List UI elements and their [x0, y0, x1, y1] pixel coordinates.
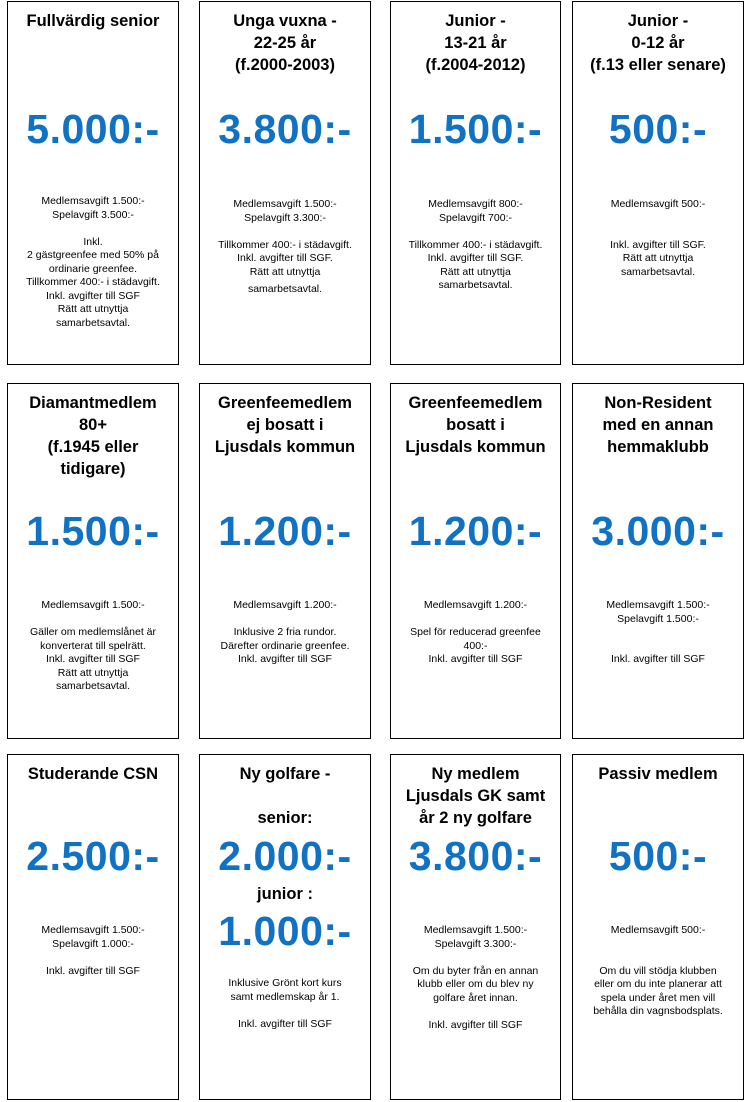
card-title: Diamantmedlem 80+ (f.1945 eller tidigare) — [29, 394, 157, 478]
fee-line: Spelavgift 3.500:- — [52, 208, 134, 221]
note-line: Inklusive 2 fria rundor. — [233, 626, 337, 638]
card-price: 1.500:- — [26, 508, 160, 554]
card-price: 5.000:- — [26, 106, 160, 152]
note-line: Inkl. avgifter till SGF — [428, 1018, 523, 1031]
note-line: Tillkommer 400:- i städavgift. — [26, 276, 160, 288]
membership-card-non-resident — [572, 383, 744, 739]
card-title: Greenfeemedlem ej bosatt i Ljusdals kommun — [214, 394, 356, 456]
note-line: ordinarie greenfee. — [48, 262, 138, 275]
card-price: 500:- — [608, 106, 708, 152]
card-description — [16, 924, 170, 978]
card-price: 3.800:- — [218, 106, 352, 152]
note-line: Rätt att utnyttja — [440, 265, 511, 278]
card-description — [16, 599, 170, 694]
note-line: Tillkommer 400:- i städavgift. — [408, 238, 543, 251]
membership-card-junior-13-21 — [390, 1, 561, 365]
note-line: Gäller om medlemslånet är — [29, 626, 157, 638]
card-title: Ny medlem Ljusdals GK samt år 2 ny golfare — [405, 765, 546, 827]
fee-line: Medlemsavgift 1.500:- — [41, 924, 145, 936]
note-line: Inkl. avgifter till SGF — [46, 653, 140, 665]
note-line: klubb eller om du blev ny — [417, 978, 534, 990]
card-price: 2.500:- — [26, 833, 160, 879]
card-description — [399, 198, 552, 293]
note-line: Rätt att utnyttja — [622, 252, 694, 264]
fee-line: Medlemsavgift 500:- — [610, 924, 706, 936]
fee-line: Spelavgift 1.500:- — [617, 612, 699, 625]
note-line: Inkl. avgifter till SGF — [46, 964, 140, 977]
note-line: spela under året men vill — [600, 991, 716, 1004]
card-title: Ny golfare - — [239, 765, 331, 783]
membership-card-diamantmedlem — [7, 383, 179, 739]
card-description — [399, 924, 552, 1032]
note-line: Därefter ordinarie greenfee. — [220, 639, 350, 652]
fee-line: Spelavgift 1.000:- — [52, 937, 134, 950]
card-price: 1.200:- — [218, 508, 352, 554]
card-price: 1.500:- — [408, 106, 543, 152]
fee-line: Medlemsavgift 800:- — [428, 198, 523, 210]
membership-card-unga-vuxna — [199, 1, 371, 365]
membership-card-ny-medlem — [390, 754, 561, 1100]
fee-line: Spelavgift 3.300:- — [434, 937, 517, 950]
membership-card-ny-golfare — [199, 754, 371, 1100]
note-line: Inkl. avgifter till SGF. — [610, 238, 706, 251]
note-line: Tillkommer 400:- i städavgift. — [218, 238, 352, 251]
note-line: Inkl. avgifter till SGF — [238, 653, 332, 665]
card-description — [581, 924, 735, 1019]
note-line: Spel för reducerad greenfee — [410, 626, 541, 638]
card-price: 3.800:- — [408, 833, 543, 879]
note-line: Rätt att utnyttja — [57, 666, 129, 679]
membership-card-greenfee-ej-bosatt — [199, 383, 371, 739]
membership-card-fullvardig-senior — [7, 1, 179, 365]
card-title: Non-Resident med en annan hemmaklubb — [602, 394, 714, 456]
card-description — [581, 599, 735, 667]
note-line: samarbetsavtal. — [438, 279, 513, 291]
note-line: Inkl. avgifter till SGF — [428, 653, 523, 665]
card-description — [208, 599, 362, 667]
note-line — [399, 1005, 552, 1019]
card-price-junior: 1.000:- — [218, 908, 352, 954]
note-line: samarbetsavtal. — [55, 680, 131, 692]
fee-line: samt medlemskap år 1. — [230, 990, 340, 1003]
fee-line: Medlemsavgift 1.500:- — [41, 599, 145, 611]
senior-label: senior: — [257, 809, 313, 827]
membership-card-passiv-medlem — [572, 754, 744, 1100]
card-price-senior: 2.000:- — [218, 833, 352, 879]
fee-line: Medlemsavgift 1.200:- — [423, 599, 528, 611]
fee-line: Medlemsavgift 1.500:- — [41, 195, 145, 207]
junior-label: junior : — [257, 885, 313, 903]
fee-line: Spelavgift 3.300:- — [244, 211, 326, 224]
note-line: Rätt att utnyttja — [249, 265, 321, 278]
note-line: Rätt att utnyttja — [57, 303, 129, 315]
note-line: Om du byter från en annan — [412, 964, 539, 977]
card-price: 1.200:- — [408, 508, 543, 554]
membership-card-greenfee-bosatt — [390, 383, 561, 739]
note-line: Inkl. avgifter till SGF. — [427, 252, 524, 264]
note-line: eller om du inte planerar att — [594, 978, 722, 990]
card-description — [399, 599, 552, 667]
note-line: Inkl. — [83, 235, 103, 248]
card-title: Greenfeemedlem bosatt i Ljusdals kommun — [405, 394, 546, 456]
note-line: Inkl. avgifter till SGF — [238, 1017, 332, 1030]
card-description — [581, 198, 735, 279]
card-description — [16, 195, 170, 330]
note-line: samarbetsavtal. — [55, 316, 131, 329]
card-title: Studerande CSN — [27, 765, 159, 783]
fee-line: Medlemsavgift 1.500:- — [606, 599, 710, 611]
fee-line: Inklusive Grönt kort kurs — [228, 977, 342, 989]
note-line: Inkl. avgifter till SGF — [46, 289, 140, 302]
note-line: 2 gästgreenfee med 50% på — [27, 249, 159, 261]
card-title: Passiv medlem — [598, 765, 718, 783]
fee-line: Medlemsavgift 1.500:- — [423, 924, 528, 936]
card-title: Junior - 0-12 år (f.13 eller senare) — [590, 12, 726, 74]
fee-line: Medlemsavgift 1.200:- — [233, 599, 337, 611]
note-line: golfare året innan. — [433, 991, 518, 1004]
fee-line: Spelavgift 700:- — [439, 211, 512, 224]
card-price: 500:- — [608, 833, 708, 879]
membership-card-studerande-csn — [7, 754, 179, 1100]
note-line: Inkl. avgifter till SGF — [611, 653, 705, 665]
card-title: Unga vuxna - 22-25 år (f.2000-2003) — [233, 12, 337, 74]
card-title: Fullvärdig senior — [26, 12, 160, 30]
note-line: behålla din vagnsbodsplats. — [593, 1005, 723, 1017]
fee-line: Medlemsavgift 500:- — [610, 198, 706, 210]
note-line: 400:- — [463, 639, 488, 652]
note-line: samarbetsavtal. — [247, 283, 323, 295]
fee-line: Medlemsavgift 1.500:- — [233, 198, 337, 210]
card-description — [208, 198, 362, 297]
note-line: Om du vill stödja klubben — [599, 964, 717, 977]
note-line: Inkl. avgifter till SGF. — [237, 252, 333, 264]
note-line: konverterat till spelrätt. — [40, 639, 146, 652]
note-line: samarbetsavtal. — [620, 265, 696, 278]
membership-card-junior-0-12 — [572, 1, 744, 365]
card-description — [208, 977, 362, 1031]
card-price: 3.000:- — [591, 508, 725, 554]
card-title: Junior - 13-21 år (f.2004-2012) — [425, 12, 526, 74]
